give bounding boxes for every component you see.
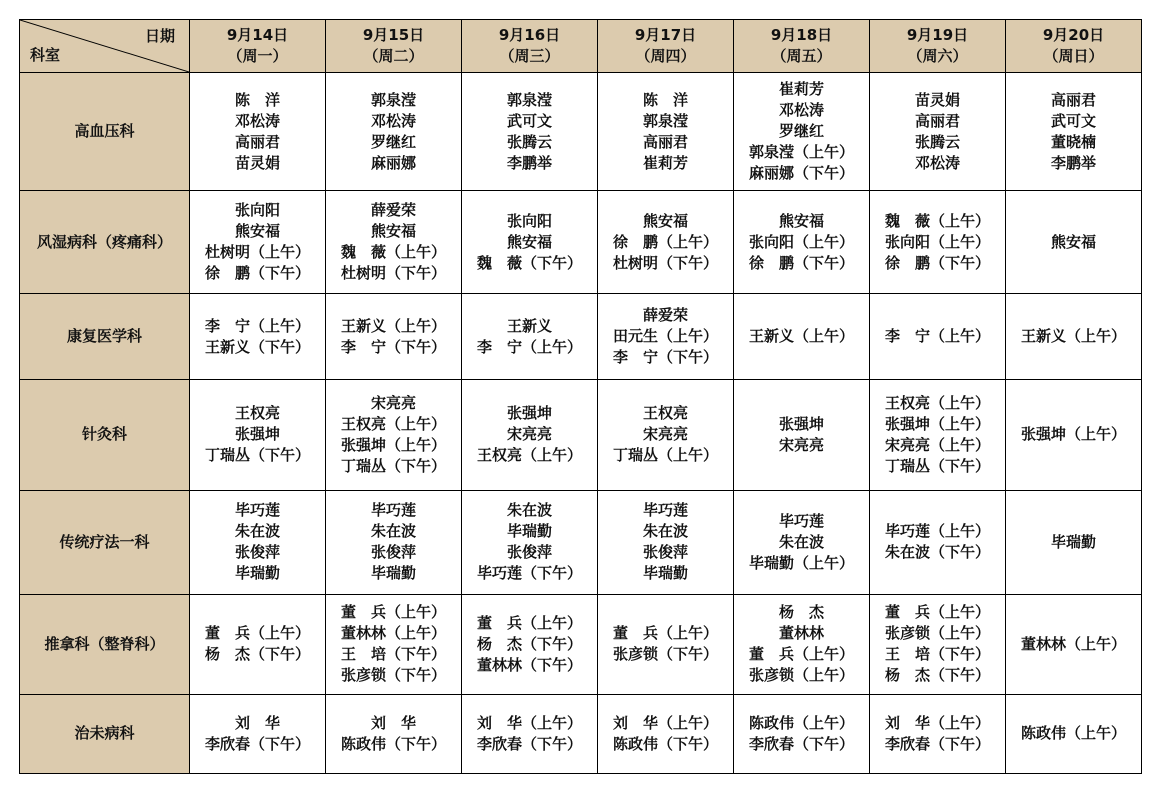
doctor-list	[341, 393, 446, 477]
doctor-list	[477, 316, 582, 358]
doctor-list	[341, 316, 446, 358]
doctor-list	[205, 713, 310, 755]
doctor-entry: 崔莉芳	[642, 153, 688, 172]
schedule-cell	[598, 694, 734, 773]
doctor-entry: 王新义（上午）	[748, 327, 854, 346]
doctor-list	[1021, 634, 1126, 655]
doctor-list	[477, 403, 582, 466]
schedule-cell	[598, 380, 734, 490]
doctor-entry: 徐 鹏（下午）	[204, 264, 310, 283]
schedule-cell	[870, 694, 1006, 773]
doctor-entry: 李鹏举	[506, 153, 552, 172]
schedule-cell	[1006, 490, 1142, 594]
department-row	[20, 594, 1142, 694]
doctor-entry: 张俊萍	[642, 543, 688, 562]
doctor-entry: 董林林	[778, 624, 824, 643]
doctor-list	[643, 500, 688, 584]
schedule-cell	[734, 594, 870, 694]
doctor-list	[885, 713, 990, 755]
schedule-cell	[326, 191, 462, 294]
doctor-entry: 高丽君	[914, 111, 960, 130]
schedule-cell	[870, 594, 1006, 694]
day-weekday: （周三）	[499, 47, 560, 65]
doctor-list	[235, 500, 280, 584]
doctor-entry: 魏 薇（上午）	[884, 211, 990, 230]
doctor-entry: 李 宁（下午）	[340, 337, 446, 356]
department-name-cell	[20, 594, 190, 694]
doctor-list	[371, 500, 416, 584]
doctor-entry: 丁瑞丛（下午）	[204, 446, 310, 465]
doctor-entry: 毕巧莲	[234, 501, 280, 520]
schedule-cell	[734, 694, 870, 773]
schedule-cell	[462, 73, 598, 191]
doctor-entry: 薛爱荣	[370, 201, 416, 220]
doctor-entry: 朱在波（下午）	[884, 543, 990, 562]
doctor-list	[613, 623, 718, 665]
schedule-cell	[598, 73, 734, 191]
doctor-list	[1051, 532, 1096, 553]
schedule-cell	[462, 380, 598, 490]
department-name-cell	[20, 191, 190, 294]
doctor-entry: 毕巧莲（上午）	[884, 522, 990, 541]
doctor-entry: 王权亮（上午）	[476, 446, 582, 465]
schedule-cell	[326, 294, 462, 380]
doctor-list	[1021, 326, 1126, 347]
schedule-cell	[326, 490, 462, 594]
doctor-entry: 熊安福	[778, 211, 824, 230]
day-weekday: （周四）	[635, 47, 696, 65]
doctor-entry: 陈政伟（下午）	[612, 734, 718, 753]
day-header	[190, 20, 326, 73]
department-name: 传统疗法一科	[59, 532, 150, 551]
schedule-cell	[1006, 294, 1142, 380]
schedule-cell	[1006, 191, 1142, 294]
schedule-cell	[734, 490, 870, 594]
doctor-entry: 麻丽娜（下午）	[748, 164, 854, 183]
day-weekday: （周六）	[907, 47, 968, 65]
department-name: 康复医学科	[66, 327, 142, 346]
doctor-entry: 杜树明（下午）	[340, 264, 446, 283]
doctor-entry: 杨 杰（下午）	[204, 645, 310, 664]
doctor-list	[507, 90, 552, 174]
doctor-entry: 熊安福	[234, 222, 280, 241]
doctor-entry: 熊安福	[642, 211, 688, 230]
day-header	[870, 20, 1006, 73]
doctor-list	[341, 713, 446, 755]
doctor-entry: 张向阳	[234, 201, 280, 220]
doctor-entry: 张彦锁（上午）	[884, 624, 990, 643]
doctor-entry: 刘 华	[370, 713, 416, 732]
doctor-entry: 刘 华（上午）	[612, 713, 718, 732]
schedule-cell	[190, 73, 326, 191]
doctor-entry: 李 宁（上午）	[476, 337, 582, 356]
day-weekday: （周二）	[363, 47, 424, 65]
department-name: 治未病科	[74, 724, 135, 743]
doctor-entry: 郭泉滢	[370, 90, 416, 109]
schedule-cell	[1006, 380, 1142, 490]
doctor-entry: 丁瑞丛（上午）	[612, 446, 718, 465]
corner-dept-label: 科室	[30, 46, 61, 64]
doctor-entry: 杜树明（上午）	[204, 243, 310, 262]
schedule-cell	[598, 191, 734, 294]
day-header	[1006, 20, 1142, 73]
doctor-entry: 武可文	[506, 111, 552, 130]
schedule-cell	[326, 694, 462, 773]
doctor-entry: 董晓楠	[1050, 132, 1096, 151]
doctor-list	[613, 713, 718, 755]
doctor-list	[885, 326, 990, 347]
day-weekday: （周一）	[227, 47, 288, 65]
day-header	[462, 20, 598, 73]
doctor-entry: 李 宁（上午）	[204, 316, 310, 335]
doctor-entry: 熊安福	[506, 232, 552, 251]
day-date: 9月14日	[226, 26, 289, 44]
doctor-entry: 张俊萍	[234, 543, 280, 562]
doctor-entry: 李欣春（下午）	[748, 734, 854, 753]
doctor-entry: 徐 鹏（上午）	[612, 232, 718, 251]
doctor-entry: 张彦锁（上午）	[748, 666, 854, 685]
doctor-entry: 宋亮亮	[642, 425, 688, 444]
schedule-cell	[462, 191, 598, 294]
day-date: 9月18日	[770, 26, 833, 44]
schedule-cell	[462, 490, 598, 594]
doctor-entry: 张彦锁（下午）	[612, 645, 718, 664]
doctor-entry: 丁瑞丛（下午）	[884, 456, 990, 475]
schedule-cell	[190, 191, 326, 294]
doctor-entry: 魏 薇（下午）	[476, 253, 582, 272]
department-name-cell	[20, 73, 190, 191]
duty-schedule-table	[19, 19, 1142, 774]
doctor-entry: 邓松涛	[914, 153, 960, 172]
doctor-list	[885, 393, 990, 477]
doctor-list	[613, 305, 718, 368]
doctor-entry: 王权亮	[642, 404, 688, 423]
doctor-entry: 熊安福	[1050, 232, 1096, 251]
doctor-list	[205, 316, 310, 358]
doctor-entry: 刘 华（上午）	[476, 713, 582, 732]
schedule-cell	[462, 294, 598, 380]
doctor-entry: 李 宁（上午）	[884, 327, 990, 346]
doctor-list	[749, 602, 854, 686]
department-name-cell	[20, 294, 190, 380]
doctor-entry: 高丽君	[642, 132, 688, 151]
doctor-entry: 毕瑞勤	[370, 564, 416, 583]
department-row	[20, 191, 1142, 294]
day-weekday: （周五）	[771, 47, 832, 65]
doctor-entry: 毕巧莲（下午）	[476, 564, 582, 583]
doctor-entry: 郭泉滢	[642, 111, 688, 130]
doctor-entry: 苗灵娟	[914, 90, 960, 109]
doctor-entry: 毕瑞勤	[642, 564, 688, 583]
doctor-list	[749, 713, 854, 755]
doctor-entry: 毕瑞勤（上午）	[748, 553, 854, 572]
doctor-list	[885, 211, 990, 274]
doctor-entry: 张俊萍	[370, 543, 416, 562]
doctor-entry: 王权亮（上午）	[884, 393, 990, 412]
doctor-list	[477, 211, 582, 274]
doctor-list	[477, 613, 582, 676]
doctor-entry: 张向阳（上午）	[884, 232, 990, 251]
doctor-entry: 王新义（上午）	[340, 316, 446, 335]
doctor-entry: 毕瑞勤	[1050, 532, 1096, 551]
doctor-entry: 李欣春（下午）	[204, 734, 310, 753]
doctor-list	[749, 511, 854, 574]
doctor-list	[205, 200, 310, 284]
department-name: 高血压科	[74, 122, 135, 141]
doctor-list	[885, 521, 990, 563]
doctor-entry: 毕瑞勤	[234, 564, 280, 583]
doctor-entry: 宋亮亮	[778, 435, 824, 454]
doctor-entry: 丁瑞丛（下午）	[340, 456, 446, 475]
doctor-entry: 张向阳（上午）	[748, 232, 854, 251]
doctor-list	[341, 200, 446, 284]
doctor-entry: 刘 华（上午）	[884, 713, 990, 732]
doctor-list	[205, 403, 310, 466]
doctor-entry: 武可文	[1050, 111, 1096, 130]
doctor-entry: 王新义（下午）	[204, 337, 310, 356]
day-date: 9月16日	[498, 26, 561, 44]
doctor-list	[341, 602, 446, 686]
doctor-list	[749, 79, 854, 184]
day-weekday: （周日）	[1043, 47, 1104, 65]
department-row	[20, 380, 1142, 490]
schedule-cell	[870, 73, 1006, 191]
schedule-cell	[734, 294, 870, 380]
doctor-entry: 董 兵（上午）	[612, 624, 718, 643]
department-name: 推拿科（整脊科）	[44, 634, 165, 653]
schedule-cell	[734, 73, 870, 191]
schedule-cell	[734, 380, 870, 490]
doctor-entry: 张向阳	[506, 211, 552, 230]
doctor-entry: 张强坤	[778, 414, 824, 433]
schedule-cell	[190, 294, 326, 380]
doctor-entry: 王新义	[506, 316, 552, 335]
doctor-entry: 陈政伟（下午）	[340, 734, 446, 753]
doctor-entry: 陈政伟（上午）	[748, 713, 854, 732]
doctor-entry: 朱在波	[642, 522, 688, 541]
doctor-entry: 张强坤（上午）	[884, 414, 990, 433]
doctor-entry: 杨 杰	[778, 603, 824, 622]
schedule-cell	[870, 191, 1006, 294]
doctor-entry: 张腾云	[914, 132, 960, 151]
schedule-cell	[598, 294, 734, 380]
doctor-entry: 张强坤（上午）	[340, 435, 446, 454]
doctor-entry: 毕巧莲	[370, 501, 416, 520]
department-row	[20, 294, 1142, 380]
doctor-list	[749, 211, 854, 274]
doctor-entry: 陈政伟（上午）	[1020, 724, 1126, 743]
doctor-entry: 邓松涛	[370, 111, 416, 130]
doctor-entry: 董 兵（上午）	[476, 613, 582, 632]
schedule-cell	[734, 191, 870, 294]
doctor-entry: 刘 华	[234, 713, 280, 732]
doctor-entry: 徐 鹏（下午）	[748, 253, 854, 272]
schedule-cell	[462, 594, 598, 694]
doctor-list	[1021, 424, 1126, 445]
doctor-list	[613, 403, 718, 466]
doctor-list	[885, 602, 990, 686]
doctor-list	[235, 90, 280, 174]
doctor-entry: 邓松涛	[778, 101, 824, 120]
schedule-cell	[1006, 73, 1142, 191]
schedule-cell	[190, 594, 326, 694]
department-name: 针灸科	[81, 425, 127, 444]
department-name: 风湿病科（疼痛科）	[36, 232, 172, 251]
doctor-list	[749, 326, 854, 347]
schedule-cell	[870, 490, 1006, 594]
doctor-entry: 董 兵（上午）	[748, 645, 854, 664]
day-date: 9月20日	[1042, 26, 1105, 44]
day-date: 9月17日	[634, 26, 697, 44]
schedule-cell	[190, 694, 326, 773]
doctor-entry: 熊安福	[370, 222, 416, 241]
doctor-entry: 李欣春（下午）	[884, 734, 990, 753]
doctor-list	[371, 90, 416, 174]
day-header	[598, 20, 734, 73]
doctor-list	[477, 500, 582, 584]
department-row	[20, 490, 1142, 594]
doctor-list	[205, 623, 310, 665]
doctor-entry: 王权亮	[234, 404, 280, 423]
doctor-entry: 陈 洋	[234, 90, 280, 109]
doctor-entry: 邓松涛	[234, 111, 280, 130]
doctor-entry: 董林林（下午）	[476, 655, 582, 674]
schedule-cell	[326, 380, 462, 490]
doctor-entry: 田元生（上午）	[612, 327, 718, 346]
doctor-entry: 高丽君	[234, 132, 280, 151]
schedule-cell	[870, 294, 1006, 380]
schedule-cell	[190, 490, 326, 594]
doctor-entry: 李鹏举	[1050, 153, 1096, 172]
schedule-cell	[326, 594, 462, 694]
doctor-entry: 王 培（下午）	[340, 645, 446, 664]
doctor-entry: 罗继红	[370, 132, 416, 151]
doctor-entry: 魏 薇（上午）	[340, 243, 446, 262]
doctor-list	[915, 90, 960, 174]
doctor-entry: 宋亮亮	[506, 425, 552, 444]
schedule-cell	[598, 490, 734, 594]
schedule-cell	[1006, 594, 1142, 694]
day-date: 9月19日	[906, 26, 969, 44]
day-header	[734, 20, 870, 73]
doctor-entry: 毕巧莲	[642, 501, 688, 520]
doctor-entry: 张俊萍	[506, 543, 552, 562]
doctor-entry: 麻丽娜	[370, 153, 416, 172]
doctor-list	[477, 713, 582, 755]
doctor-entry: 苗灵娟	[234, 153, 280, 172]
doctor-list	[1051, 90, 1096, 174]
doctor-entry: 杨 杰（下午）	[476, 634, 582, 653]
schedule-cell	[326, 73, 462, 191]
doctor-entry: 薛爱荣	[642, 306, 688, 325]
doctor-entry: 高丽君	[1050, 90, 1096, 109]
doctor-entry: 郭泉滢	[506, 90, 552, 109]
doctor-entry: 张腾云	[506, 132, 552, 151]
doctor-list	[1021, 723, 1126, 744]
doctor-entry: 朱在波	[370, 522, 416, 541]
doctor-entry: 陈 洋	[642, 90, 688, 109]
department-row	[20, 73, 1142, 191]
corner-cell	[20, 20, 190, 73]
doctor-entry: 崔莉芳	[778, 80, 824, 99]
doctor-entry: 董 兵（上午）	[340, 603, 446, 622]
doctor-entry: 李欣春（下午）	[476, 734, 582, 753]
doctor-entry: 宋亮亮	[370, 393, 416, 412]
doctor-entry: 王 培（下午）	[884, 645, 990, 664]
doctor-entry: 朱在波	[778, 532, 824, 551]
doctor-entry: 董林林（上午）	[1020, 634, 1126, 653]
schedule-cell	[598, 594, 734, 694]
doctor-list	[779, 414, 824, 456]
doctor-entry: 杜树明（下午）	[612, 253, 718, 272]
doctor-entry: 罗继红	[778, 122, 824, 141]
doctor-entry: 李 宁（下午）	[612, 348, 718, 367]
doctor-entry: 朱在波	[506, 501, 552, 520]
doctor-entry: 张彦锁（下午）	[340, 666, 446, 685]
department-name-cell	[20, 490, 190, 594]
doctor-entry: 董林林（上午）	[340, 624, 446, 643]
doctor-entry: 张强坤（上午）	[1020, 425, 1126, 444]
doctor-entry: 杨 杰（下午）	[884, 666, 990, 685]
day-header	[326, 20, 462, 73]
doctor-entry: 董 兵（上午）	[204, 624, 310, 643]
department-name-cell	[20, 694, 190, 773]
corner-date-label: 日期	[144, 27, 175, 45]
doctor-entry: 董 兵（上午）	[884, 603, 990, 622]
doctor-entry: 王权亮（上午）	[340, 414, 446, 433]
doctor-list	[643, 90, 688, 174]
department-row	[20, 694, 1142, 773]
schedule-body	[20, 73, 1142, 774]
doctor-list	[1051, 232, 1096, 253]
doctor-entry: 毕巧莲	[778, 511, 824, 530]
doctor-entry: 王新义（上午）	[1020, 327, 1126, 346]
doctor-entry: 郭泉滢（上午）	[748, 143, 854, 162]
doctor-list	[613, 211, 718, 274]
schedule-cell	[190, 380, 326, 490]
doctor-entry: 毕瑞勤	[506, 522, 552, 541]
header-row	[20, 20, 1142, 73]
doctor-entry: 张强坤	[506, 404, 552, 423]
doctor-entry: 宋亮亮（上午）	[884, 435, 990, 454]
doctor-entry: 张强坤	[234, 425, 280, 444]
day-date: 9月15日	[362, 26, 425, 44]
schedule-cell	[1006, 694, 1142, 773]
schedule-cell	[870, 380, 1006, 490]
doctor-entry: 朱在波	[234, 522, 280, 541]
doctor-entry: 徐 鹏（下午）	[884, 253, 990, 272]
schedule-cell	[462, 694, 598, 773]
department-name-cell	[20, 380, 190, 490]
